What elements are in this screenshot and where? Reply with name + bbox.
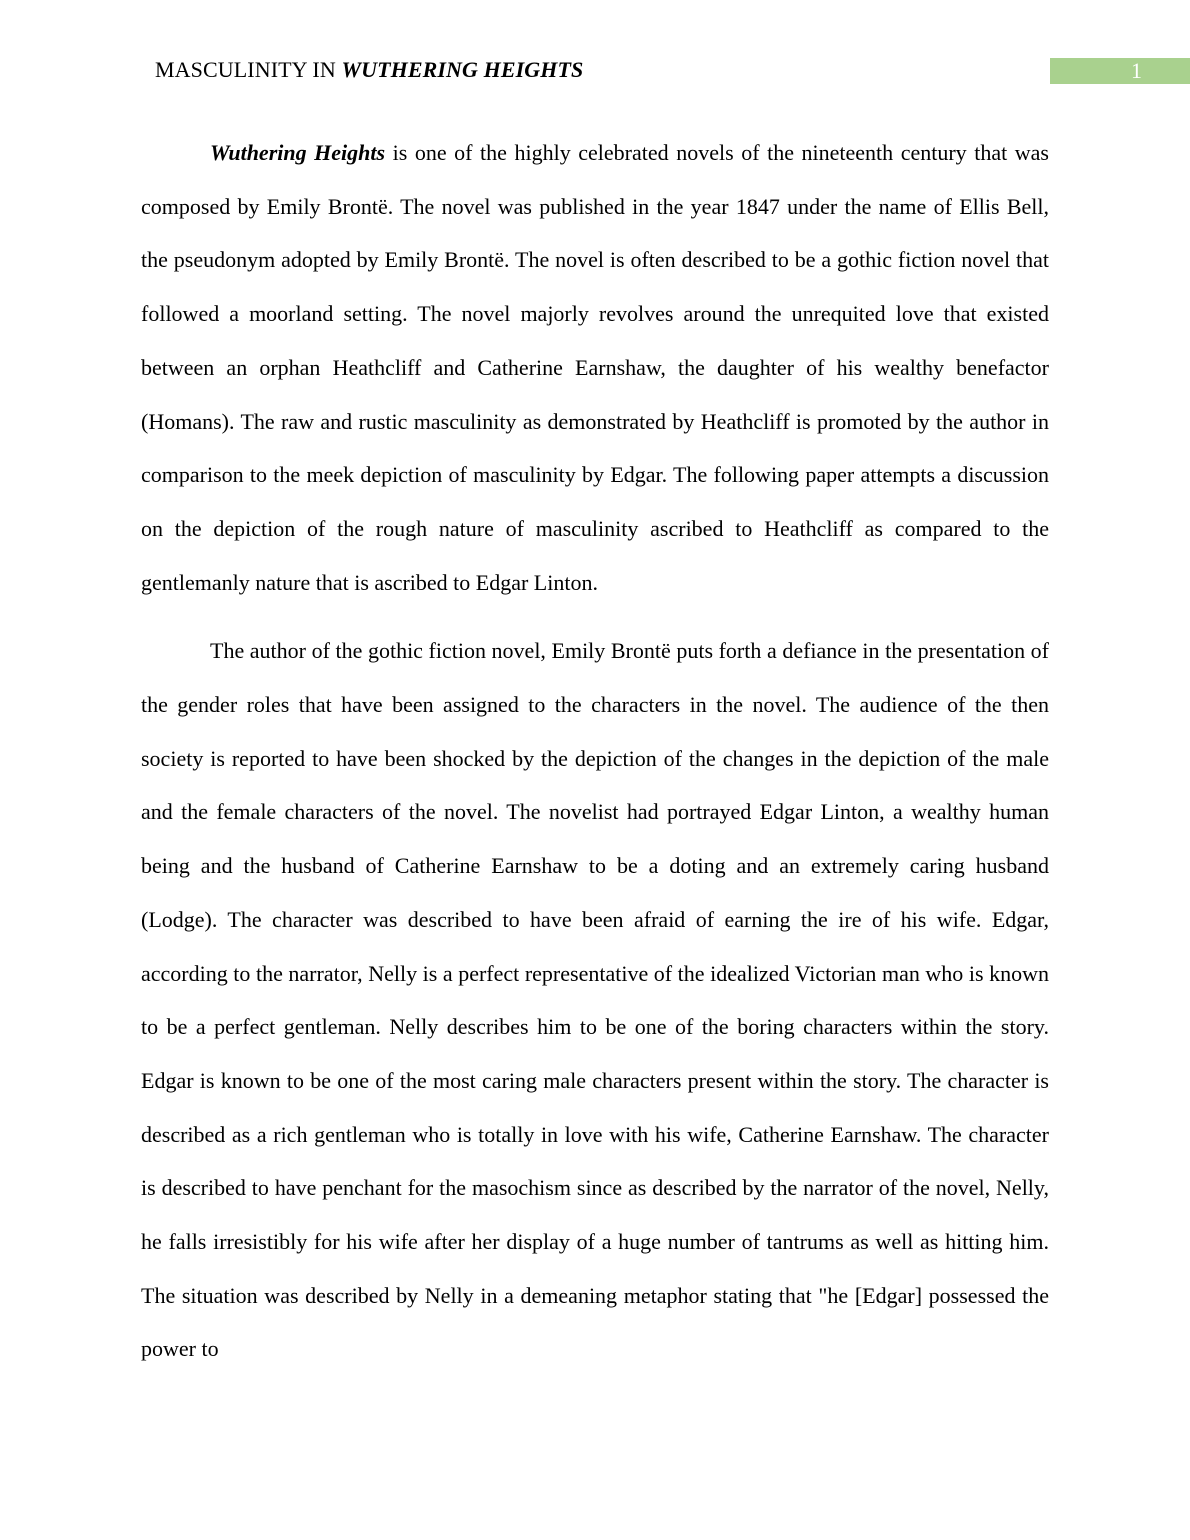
page-number: 1 <box>1131 58 1142 83</box>
running-head <box>155 56 583 84</box>
running-head-title: WUTHERING HEIGHTS <box>341 57 584 82</box>
paragraph-1-text: is one of the highly celebrated novels of the nineteenth century that was composed by Emily Brontë. The novel was published in the year 1847 under the name of Ellis Bell, the pseudonym adopted by Emily Brontë. The novel is often described to be a gothic fiction novel that followed a moorland setting. The novel majorly revolves around the unrequited love that existed between an orphan Heathcliff and Catherine Earnshaw, the daughter of his wealthy benefactor (Homans). The raw and rustic masculinity as demonstrated by Heathcliff is promoted by the author in comparison to the meek depiction of masculinity by Edgar. The following paper attempts a discussion on the depiction of the rough nature of masculinity ascribed to Heathcliff as compared to the gentlemanly nature that is ascribed to Edgar Linton. <box>141 140 1049 595</box>
paragraph-1 <box>141 126 1049 609</box>
document-body <box>141 126 1049 1376</box>
novel-title-emphasis: Wuthering Heights <box>210 140 386 165</box>
page-number-box <box>1050 58 1190 84</box>
paragraph-2 <box>141 624 1049 1376</box>
running-head-prefix: MASCULINITY IN <box>155 57 342 82</box>
paragraph-2-text: The author of the gothic fiction novel, Emily Brontë puts forth a defiance in the presentation of the gender roles that have been assigned to the characters in the novel. The audience of the then society is reported to have been shocked by the depiction of the changes in the depiction of the male and the female characters of the novel. The novelist had portrayed Edgar Linton, a wealthy human being and the husband of Catherine Earnshaw to be a doting and an extremely caring husband (Lodge). The character was described to have been afraid of earning the ire of his wife. Edgar, according to the narrator, Nelly is a perfect representative of the idealized Victorian man who is known to be a perfect gentleman. Nelly describes him to be one of the boring characters within the story. Edgar is known to be one of the most caring male characters present within the story. The character is described as a rich gentleman who is totally in love with his wife, Catherine Earnshaw. The character is described to have penchant for the masochism since as described by the narrator of the novel, Nelly, he falls irresistibly for his wife after her display of a huge number of tantrums as well as hitting him. The situation was described by Nelly in a demeaning metaphor stating that "he [Edgar] possessed the power to <box>141 638 1049 1362</box>
